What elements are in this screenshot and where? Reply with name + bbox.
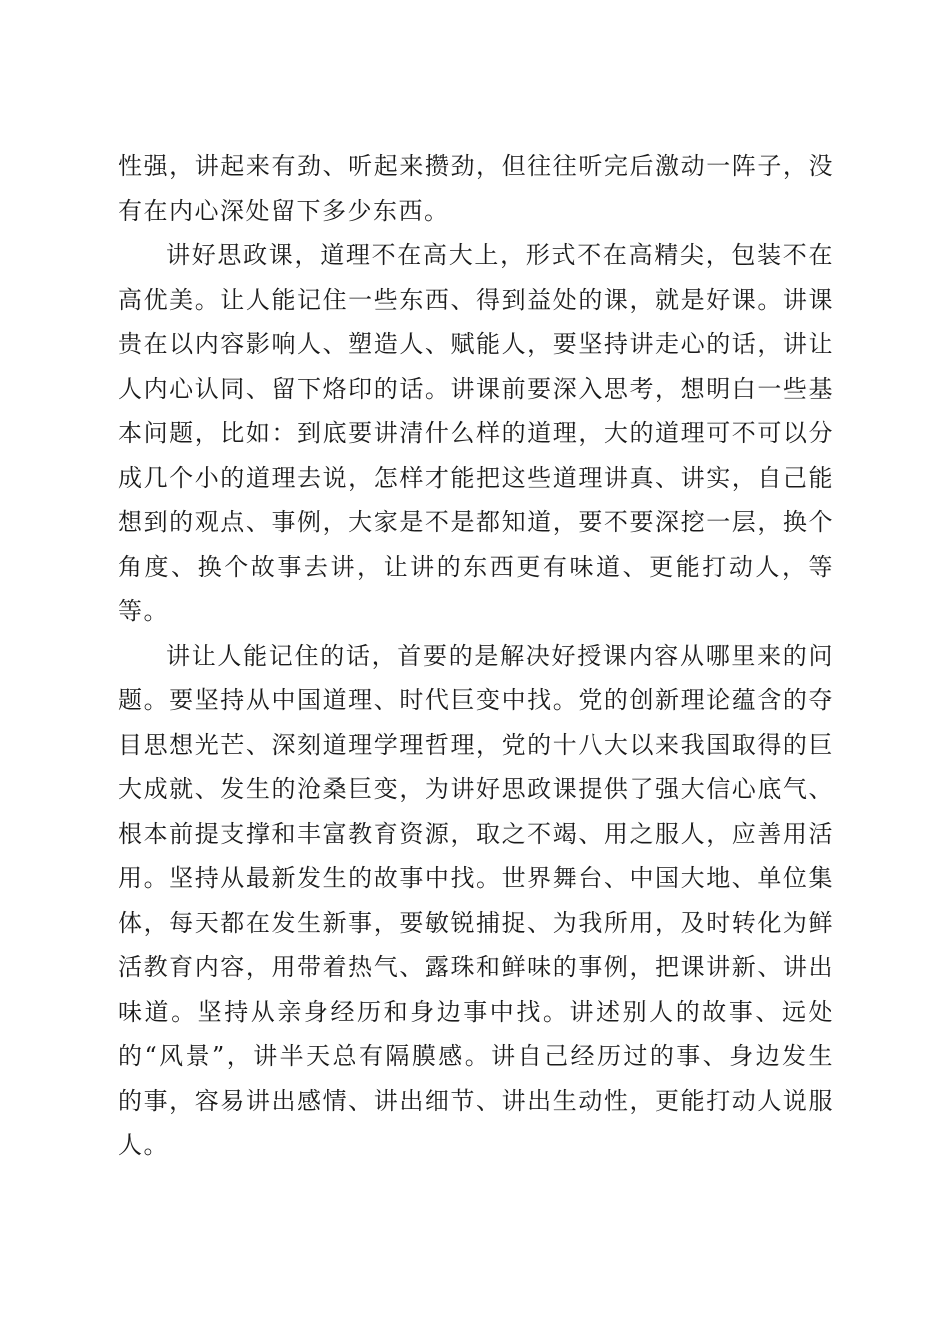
- paragraph-content-source: 讲让人能记住的话，首要的是解决好授课内容从哪里来的问题。要坚持从中国道理、时代巨变中找。党的创新理论蕴含的夺目思想光芒、深刻道理学理哲理，党的十八大以来我国取得的巨大成就、发生的沧桑巨变，为讲好思政课提供了强大信心底气、根本前提支撑和丰富教育资源，取之不竭、用之服人，应善用活用。坚持从最新发生的故事中找。世界舞台、中国大地、单位集体，每天都在发生新事，要敏锐捕捉、为我所用，及时转化为鲜活教育内容，用带着热气、露珠和鲜味的事例，把课讲新、讲出味道。坚持从亲身经历和身边事中找。讲述别人的故事、远处的“风景”，讲半天总有隔膜感。讲自己经历过的事、身边发生的事，容易讲出感情、讲出细节、讲出生动性，更能打动人说服人。: [118, 641, 834, 1159]
- body-text: [118, 144, 834, 1168]
- paragraph-continuation: 性强，讲起来有劲、听起来攒劲，但往往听完后激动一阵子，没有在内心深处留下多少东西。: [118, 152, 834, 225]
- paragraph-good-class: 讲好思政课，道理不在高大上，形式不在高精尖，包装不在高优美。让人能记住一些东西、得到益处的课，就是好课。讲课贵在以内容影响人、塑造人、赋能人，要坚持讲走心的话，讲让人内心认同、留下烙印的话。讲课前要深入思考，想明白一些基本问题，比如：到底要讲清什么样的道理，大的道理可不可以分成几个小的道理去说，怎样才能把这些道理讲真、讲实，自己能想到的观点、事例，大家是不是都知道，要不要深挖一层，换个角度、换个故事去讲，让讲的东西更有味道、更能打动人，等等。: [118, 241, 834, 625]
